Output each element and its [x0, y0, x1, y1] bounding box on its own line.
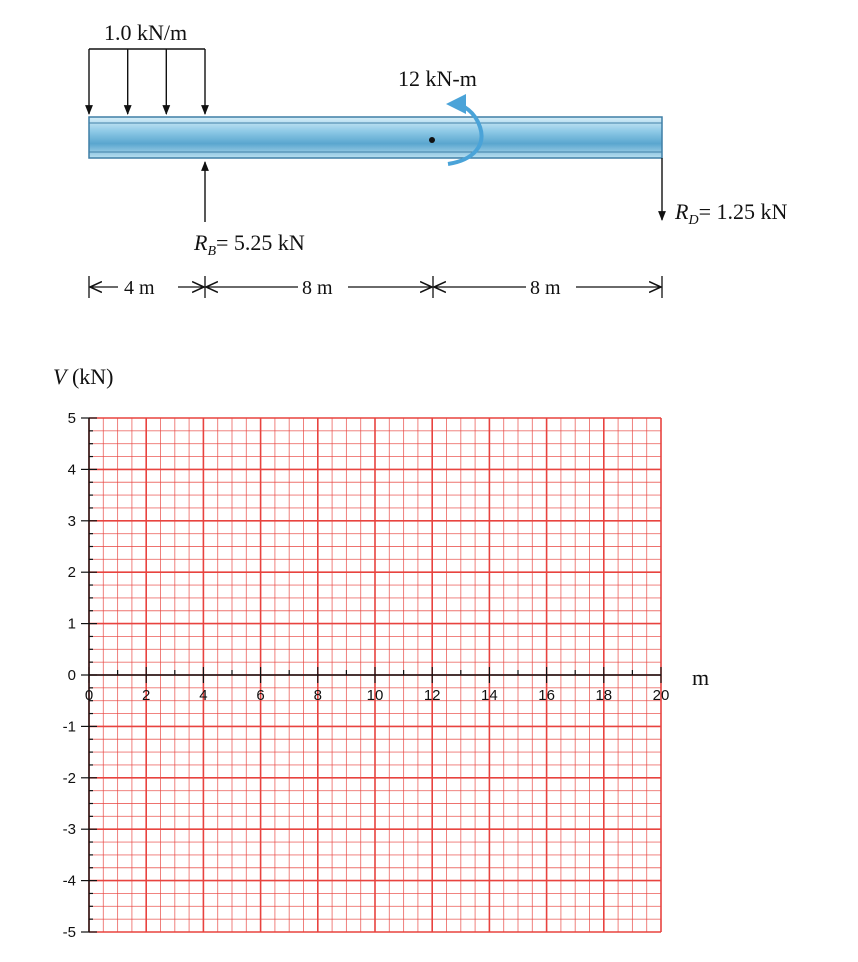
x-tick-label: 0 — [84, 687, 94, 704]
x-tick-label: 4 — [199, 687, 208, 704]
y-tick-label: -4 — [62, 872, 76, 890]
y-tick-label: 3 — [67, 512, 76, 530]
y-tick-labels — [63, 410, 76, 941]
y-tick-label: -5 — [62, 924, 76, 941]
x-tick-label: 20 — [652, 687, 670, 704]
y-tick-label: 1 — [67, 615, 76, 633]
x-tick-labels — [85, 687, 670, 704]
x-tick-label: 14 — [481, 687, 498, 704]
dimension-lines — [89, 275, 662, 299]
y-tick-label: 2 — [67, 564, 76, 582]
dimension-label-1: 4 m — [124, 277, 155, 299]
x-tick-label: 16 — [538, 687, 555, 704]
moment-point — [429, 137, 435, 143]
x-tick-label: 8 — [313, 687, 322, 704]
dimension-label-2: 8 m — [302, 277, 333, 299]
y-tick-label: 0 — [67, 667, 76, 684]
y-tick-label: -2 — [62, 769, 76, 787]
distributed-load — [89, 20, 205, 114]
x-tick-label: 6 — [256, 687, 265, 704]
x-tick-label: 18 — [595, 687, 613, 704]
x-tick-label: 12 — [423, 687, 441, 704]
x-axis-unit-label: m — [692, 665, 710, 690]
beam-body — [89, 117, 662, 158]
y-tick-label: -3 — [62, 821, 76, 839]
reaction-b — [193, 162, 305, 259]
x-tick-label: 10 — [366, 687, 384, 704]
dimension-label-3: 8 m — [530, 277, 561, 299]
moment-label: 12 kN-m — [398, 66, 477, 91]
y-axis-label: V (kN) — [53, 364, 114, 389]
reaction-d-label: $R_D= 1.25$ kN — [675, 199, 788, 228]
reaction-d — [662, 158, 787, 228]
y-tick-label: 4 — [67, 461, 76, 479]
beam-diagram — [89, 20, 787, 299]
reaction-b-label: $R_B= 5.25$ kN — [194, 230, 305, 259]
shear-graph — [53, 364, 709, 941]
y-tick-label: 5 — [67, 410, 76, 427]
distributed-load-label: 1.0 kN/m — [104, 20, 188, 45]
y-tick-label: -1 — [62, 718, 76, 736]
x-tick-label: 2 — [142, 687, 151, 704]
